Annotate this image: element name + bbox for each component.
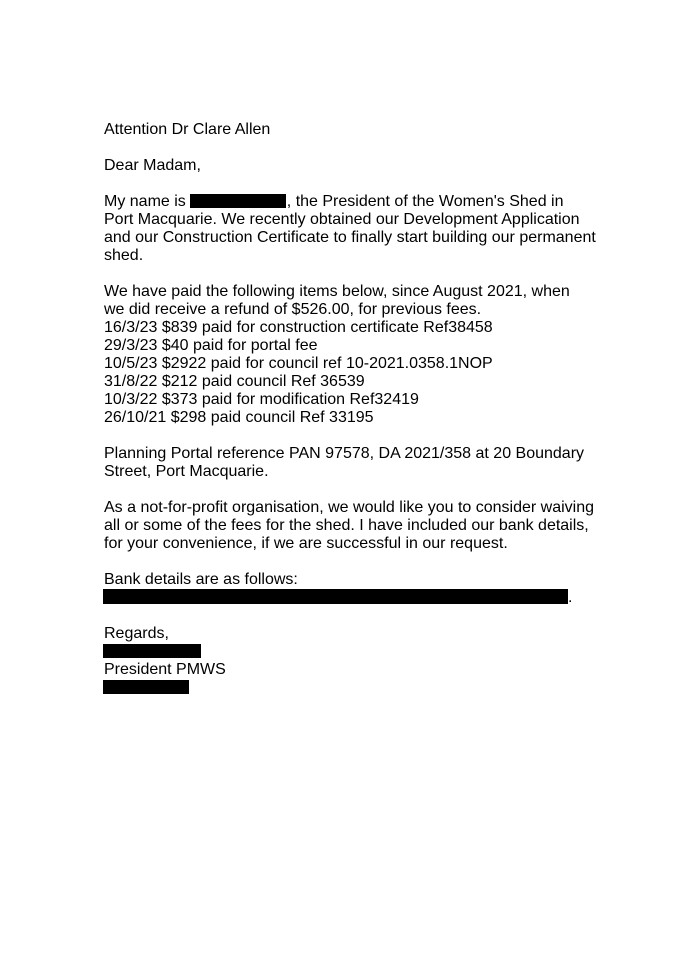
salutation-text: Dear Madam, <box>104 157 201 174</box>
signature-line-2 <box>104 679 594 697</box>
regards-text: Regards, <box>104 625 169 642</box>
attention-line <box>104 121 594 139</box>
portal-reference-line: Street, Port Macquarie. <box>104 463 269 480</box>
payment-item: 31/8/22 $212 paid council Ref 36539 <box>104 373 365 390</box>
portal-reference-paragraph <box>104 445 594 481</box>
request-line: for your convenience, if we are successful in our request. <box>104 535 508 552</box>
payments-paragraph <box>104 283 594 427</box>
payment-item: 10/5/23 $2922 paid for council ref 10-2021.0358.1NOP <box>104 355 493 372</box>
request-paragraph <box>104 499 594 553</box>
portal-reference-line: Planning Portal reference PAN 97578, DA 2021/358 at 20 Boundary <box>104 445 585 462</box>
attention-text: Attention Dr Clare Allen <box>104 121 271 138</box>
request-line: all or some of the fees for the shed. I have included our bank details, <box>104 517 589 534</box>
payments-intro-line: We have paid the following items below, since August 2021, when <box>104 283 570 300</box>
redacted-bank-details <box>103 589 568 604</box>
salutation <box>104 157 594 175</box>
payment-item: 29/3/23 $40 paid for portal fee <box>104 337 318 354</box>
request-line: As a not-for-profit organisation, we would like you to consider waiving <box>104 499 595 516</box>
payments-intro-line: we did receive a refund of $526.00, for previous fees. <box>104 301 482 318</box>
payment-item: 16/3/23 $839 paid for construction certificate Ref38458 <box>104 319 493 336</box>
payment-item: 10/3/22 $373 paid for modification Ref32419 <box>104 391 419 408</box>
closing-block <box>104 625 594 697</box>
intro-line: Port Macquarie. We recently obtained our Development Application <box>104 211 580 228</box>
bank-details-heading: Bank details are as follows: <box>104 571 298 588</box>
redacted-name <box>190 194 286 208</box>
bank-details-trailing: . <box>568 589 573 606</box>
intro-line: shed. <box>104 247 144 264</box>
payment-item: 26/10/21 $298 paid council Ref 33195 <box>104 409 374 426</box>
bank-details-line <box>104 589 594 607</box>
intro-paragraph <box>104 193 594 265</box>
intro-prefix: My name is <box>104 193 186 210</box>
signature-line <box>104 643 594 661</box>
intro-line: and our Construction Certificate to finally start building our permanent <box>104 229 596 246</box>
redacted-signatory-detail <box>103 680 189 694</box>
redacted-signatory-name <box>103 644 201 658</box>
letter-body <box>104 121 594 715</box>
intro-suffix: , the President of the Women's Shed in <box>286 193 564 210</box>
bank-details-paragraph <box>104 571 594 607</box>
intro-first-line <box>104 193 594 211</box>
signatory-title: President PMWS <box>104 661 226 678</box>
